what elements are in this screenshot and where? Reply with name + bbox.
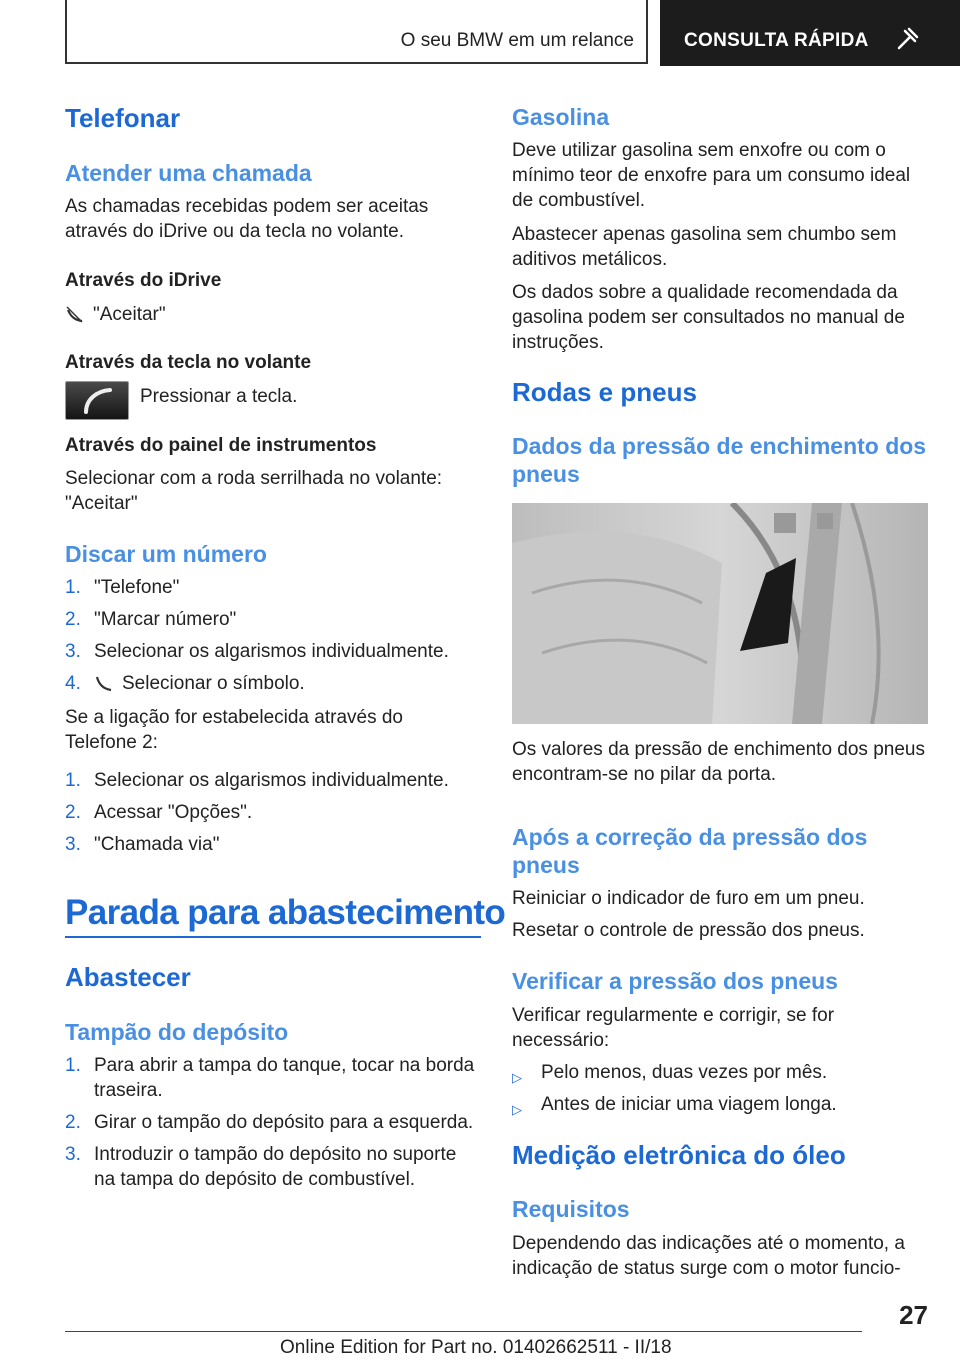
heading-gasolina: Gasolina	[512, 104, 610, 130]
list-item: 4. Selecionar o símbolo.	[65, 673, 305, 694]
chapter-divider	[65, 936, 481, 938]
list-discar	[65, 575, 479, 696]
list-item: 2. Girar o tampão do depósito para a esquerda.	[65, 1112, 474, 1133]
text-gasolina-1: Deve utilizar gasolina sem enxofre ou com o mínimo teor de enxofre para um consumo ideal de combustível.	[512, 140, 911, 211]
section-title-rodas: Rodas e pneus	[512, 377, 697, 407]
hand-pointer-icon	[896, 26, 920, 50]
heading-verificar: Verificar a pressão dos pneus	[512, 968, 838, 994]
list-item: 3. Introduzir o tampão do depósito no suporte na tampa do depósito de combustível.	[65, 1144, 457, 1190]
heading-painel: Através do painel de instrumentos	[65, 435, 377, 456]
footer-divider	[65, 1331, 862, 1332]
door-pillar-photo	[512, 503, 928, 724]
steering-phone-key-icon	[65, 381, 129, 420]
heading-atender: Atender uma chamada	[65, 160, 312, 186]
list-item: ▷ Antes de iniciar uma viagem longa.	[512, 1092, 927, 1117]
text-painel: Selecionar com a roda serrilhada no volante: "Aceitar"	[65, 468, 443, 514]
list-item: 1. "Telefone"	[65, 577, 180, 598]
heading-apos: Após a correção da pressão dos pneus	[512, 824, 868, 878]
phone-icon	[65, 305, 85, 323]
text-telefone2: Se a ligação for estabelecida através do Telefone 2:	[65, 707, 403, 753]
section-title-telefonar: Telefonar	[65, 103, 181, 133]
heading-tampao: Tampão do depósito	[65, 1019, 289, 1045]
idrive-row	[65, 302, 166, 327]
list-tampao	[65, 1053, 479, 1192]
list-item: ▷ Pelo menos, duas vezes por mês.	[512, 1060, 927, 1085]
text-volante: Pressionar a tecla.	[140, 386, 298, 407]
section-title-medicao: Medição eletrônica do óleo	[512, 1140, 846, 1170]
chapter-title-parada: Parada para abastecimento	[65, 893, 506, 932]
heading-volante: Através da tecla no volante	[65, 352, 312, 373]
text-apos-2: Resetar o controle de pressão dos pneus.	[512, 920, 865, 941]
text-atender: As chamadas recebidas podem ser aceitas através do iDrive ou da tecla no volante.	[65, 196, 429, 242]
list-item: 3. Selecionar os algarismos individualmente.	[65, 641, 449, 662]
quick-reference-tab[interactable]	[660, 0, 960, 66]
list-telefone2	[65, 768, 479, 857]
heading-requisitos: Requisitos	[512, 1196, 630, 1222]
list-item: 1. Selecionar os algarismos individualmente.	[65, 770, 449, 791]
list-item: 1. Para abrir a tampa do tanque, tocar na borda traseira.	[65, 1055, 475, 1101]
text-apos-1: Reiniciar o indicador de furo em um pneu.	[512, 888, 865, 909]
heading-discar: Discar um número	[65, 541, 267, 567]
quick-reference-label: CONSULTA RÁPIDA	[684, 30, 869, 51]
heading-idrive: Através do iDrive	[65, 270, 222, 291]
list-verificar	[512, 1060, 927, 1117]
text-gasolina-3: Os dados sobre a qualidade recomendada da gasolina podem ser consultados no manual de instruções.	[512, 282, 905, 353]
header-frame	[65, 0, 648, 64]
triangle-bullet-icon: ▷	[512, 1102, 522, 1117]
list-item: 2. "Marcar número"	[65, 609, 237, 630]
idrive-text: "Aceitar"	[93, 304, 166, 325]
section-title-abastecer: Abastecer	[65, 962, 191, 992]
heading-dados: Dados da pressão de enchimento dos pneus	[512, 433, 927, 487]
text-gasolina-2: Abastecer apenas gasolina sem chumbo sem aditivos metálicos.	[512, 224, 897, 270]
triangle-bullet-icon: ▷	[512, 1070, 522, 1085]
footer-edition: Online Edition for Part no. 01402662511 - II/18	[280, 1337, 672, 1358]
list-item: 2. Acessar "Opções".	[65, 802, 253, 823]
page-number: 27	[899, 1300, 928, 1330]
photo-caption: Os valores da pressão de enchimento dos pneus encontram-se no pilar da porta.	[512, 739, 925, 785]
header-section-title: O seu BMW em um relance	[400, 30, 634, 51]
text-verificar: Verificar regularmente e corrigir, se for necessário:	[512, 1005, 835, 1051]
dial-phone-icon	[94, 674, 114, 692]
text-requisitos: Dependendo das indicações até o momento, a indicação de status surge com o motor funcio-	[512, 1233, 905, 1279]
list-item: 3. "Chamada via"	[65, 834, 220, 855]
